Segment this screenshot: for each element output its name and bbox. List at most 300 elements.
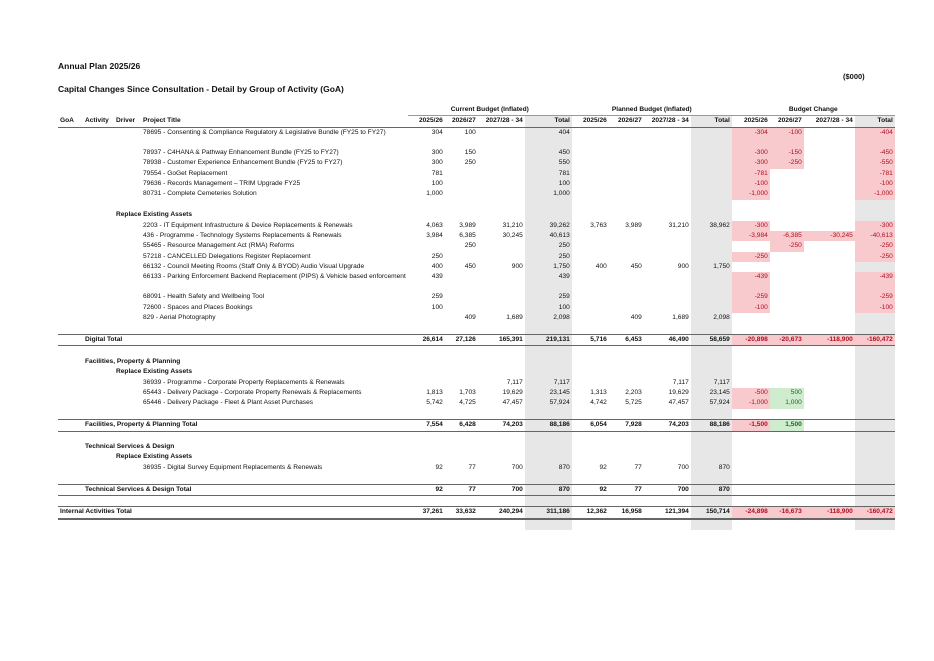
driver-label: Replace Existing Assets	[116, 211, 192, 219]
value-cell: -1,500	[732, 420, 770, 431]
value-cell	[609, 189, 644, 199]
empty-cell	[408, 357, 445, 367]
value-cell	[691, 179, 732, 189]
project-title: 65446 - Delivery Package - Fleet & Plant Asset Purchases	[143, 399, 314, 407]
value-cell: -6,385	[770, 231, 804, 241]
value-cell: 870	[525, 484, 572, 495]
empty-cell	[58, 158, 83, 168]
empty-cell	[445, 473, 478, 484]
column-header: 2026/27	[609, 116, 644, 127]
report-title: Annual Plan 2025/26	[58, 61, 141, 71]
empty-cell	[141, 473, 408, 484]
value-cell: 100	[525, 179, 572, 189]
spacer-row	[58, 473, 895, 484]
project-row	[58, 292, 895, 302]
value-cell: 3,989	[625, 221, 642, 229]
empty-cell	[804, 431, 855, 442]
value-cell	[445, 272, 478, 292]
value-cell	[804, 398, 855, 408]
empty-cell	[114, 200, 141, 210]
value-cell: -550	[855, 158, 895, 168]
empty-cell	[691, 409, 732, 420]
empty-cell	[58, 210, 83, 220]
empty-cell	[525, 473, 572, 484]
empty-cell	[572, 409, 609, 420]
value-cell	[855, 398, 895, 408]
value-cell: 400	[595, 263, 607, 271]
empty-cell	[445, 346, 478, 357]
empty-cell	[58, 388, 83, 398]
spacer-row	[58, 431, 895, 442]
value-cell: 250	[464, 159, 476, 167]
empty-cell	[770, 495, 804, 506]
value-cell: 4,063	[426, 221, 443, 229]
empty-cell	[408, 519, 445, 530]
value-cell	[408, 241, 445, 251]
value-cell: -250	[855, 241, 895, 251]
value-cell	[445, 169, 478, 179]
column-header: Total	[525, 116, 572, 127]
empty-cell	[525, 519, 572, 530]
value-cell	[855, 313, 895, 323]
empty-cell	[525, 431, 572, 442]
value-cell	[804, 272, 855, 292]
empty-cell	[408, 346, 445, 357]
value-cell: -304	[732, 127, 770, 148]
empty-cell	[644, 519, 691, 530]
project-row	[58, 241, 895, 251]
value-cell: 500	[770, 388, 804, 398]
empty-cell	[141, 346, 408, 357]
value-cell: 1,750	[691, 262, 732, 272]
empty-cell	[58, 105, 83, 116]
empty-cell	[445, 409, 478, 420]
total-label: Facilities, Property & Planning Total	[83, 420, 408, 431]
project-title: 2203 - IT Equipment Infrastructure & Device Replacements & Renewals	[143, 221, 353, 229]
empty-cell	[691, 367, 732, 377]
empty-cell	[445, 431, 478, 442]
value-cell	[644, 169, 691, 179]
value-cell: 19,629	[502, 388, 523, 396]
grand-total-row	[58, 507, 895, 519]
project-title: 72600 - Spaces and Places Bookings	[143, 303, 253, 311]
value-cell	[644, 272, 691, 292]
empty-cell	[770, 210, 804, 220]
empty-cell	[408, 495, 445, 506]
column-header: Project Title	[141, 116, 408, 127]
project-title: 78695 - Consenting & Compliance Regulatory & Legislative Bundle (FY25 to FY27)	[143, 128, 386, 136]
column-header: 2027/28 - 34	[478, 116, 525, 127]
empty-cell	[644, 210, 691, 220]
budget-change-group: Budget Change	[732, 105, 895, 116]
column-header: Driver	[114, 116, 141, 127]
empty-cell	[408, 367, 445, 377]
empty-cell	[644, 324, 691, 335]
value-cell: 23,145	[691, 388, 732, 398]
empty-cell	[732, 431, 770, 442]
activity-label: Facilities, Property & Planning	[85, 357, 181, 365]
empty-cell	[114, 473, 141, 484]
value-cell: -439	[732, 272, 770, 292]
value-cell: -250	[855, 252, 895, 262]
empty-cell	[855, 346, 895, 357]
value-cell: 100	[464, 128, 476, 136]
empty-cell	[804, 409, 855, 420]
empty-cell	[732, 519, 770, 530]
empty-cell	[58, 169, 83, 179]
project-row	[58, 189, 895, 199]
value-cell	[691, 272, 732, 292]
value-cell: 77	[445, 484, 478, 495]
value-cell: 259	[525, 292, 572, 302]
spacer-row	[58, 519, 895, 530]
empty-cell	[855, 431, 895, 442]
value-cell: 1,000	[525, 189, 572, 199]
empty-cell	[525, 324, 572, 335]
empty-cell	[58, 442, 83, 452]
value-cell	[732, 378, 770, 388]
empty-cell	[58, 272, 83, 292]
empty-cell	[58, 221, 83, 231]
value-cell: 46,490	[644, 335, 691, 346]
value-cell	[572, 303, 609, 313]
empty-cell	[114, 495, 141, 506]
empty-cell	[691, 324, 732, 335]
value-cell: -118,900	[804, 507, 855, 519]
empty-cell	[58, 313, 83, 323]
value-cell: 88,186	[691, 420, 732, 431]
empty-cell	[83, 262, 114, 272]
value-cell	[644, 303, 691, 313]
value-cell	[770, 252, 804, 262]
driver-heading-row	[58, 452, 895, 462]
value-cell	[770, 221, 804, 231]
value-cell	[445, 189, 478, 199]
empty-cell	[114, 292, 141, 302]
empty-cell	[804, 367, 855, 377]
value-cell: 4,742	[590, 399, 607, 407]
empty-cell	[83, 519, 114, 530]
empty-cell	[478, 367, 525, 377]
empty-cell	[478, 495, 525, 506]
value-cell	[478, 127, 525, 148]
empty-cell	[770, 519, 804, 530]
value-cell	[855, 484, 895, 495]
empty-cell	[478, 346, 525, 357]
project-row	[58, 252, 895, 262]
value-cell	[855, 420, 895, 431]
planned-budget-group: Planned Budget (Inflated)	[572, 105, 732, 116]
value-cell	[445, 378, 478, 388]
value-cell: 700	[677, 463, 689, 471]
value-cell	[770, 378, 804, 388]
value-cell: -16,673	[770, 507, 804, 519]
empty-cell	[83, 148, 114, 158]
value-cell	[644, 292, 691, 302]
value-cell: 450	[630, 263, 642, 271]
value-cell	[572, 231, 609, 241]
empty-cell	[572, 324, 609, 335]
value-cell: -300	[855, 221, 895, 231]
empty-cell	[609, 519, 644, 530]
value-cell	[609, 179, 644, 189]
empty-cell	[141, 105, 408, 116]
total-label: Digital Total	[83, 335, 408, 346]
empty-cell	[83, 241, 114, 251]
empty-cell	[644, 346, 691, 357]
column-header: 2026/27	[770, 116, 804, 127]
empty-cell	[58, 200, 83, 210]
empty-cell	[478, 324, 525, 335]
value-cell: 700	[511, 463, 523, 471]
empty-cell	[114, 262, 141, 272]
spacer-row	[58, 200, 895, 210]
value-cell	[478, 303, 525, 313]
empty-cell	[609, 409, 644, 420]
value-cell: 409	[464, 314, 476, 322]
value-cell	[609, 231, 644, 241]
value-cell: 1,689	[672, 314, 689, 322]
project-title: 68091 - Health Safety and Wellbeing Tool	[143, 293, 265, 301]
empty-cell	[732, 442, 770, 452]
value-cell: -24,898	[732, 507, 770, 519]
empty-cell	[644, 200, 691, 210]
empty-cell	[408, 409, 445, 420]
column-header: 2027/28 - 34	[804, 116, 855, 127]
value-cell: 870	[525, 463, 572, 473]
value-cell: -40,613	[855, 231, 895, 241]
value-cell: -100	[855, 303, 895, 313]
value-cell	[855, 262, 895, 272]
empty-cell	[83, 313, 114, 323]
value-cell	[770, 272, 804, 292]
empty-cell	[732, 473, 770, 484]
empty-cell	[770, 452, 804, 462]
empty-cell	[83, 292, 114, 302]
subtotal-row	[58, 420, 895, 431]
value-cell: 100	[525, 303, 572, 313]
column-header: 2025/26	[732, 116, 770, 127]
value-cell: 1,813	[426, 388, 443, 396]
value-cell	[691, 169, 732, 179]
empty-cell	[445, 452, 478, 462]
value-cell	[691, 252, 732, 262]
empty-cell	[732, 346, 770, 357]
subtotal-row	[58, 335, 895, 346]
value-cell	[691, 148, 732, 158]
value-cell: -300	[732, 148, 770, 158]
value-cell	[644, 252, 691, 262]
empty-cell	[732, 367, 770, 377]
empty-cell	[114, 127, 141, 148]
value-cell	[609, 292, 644, 302]
value-cell: 1,500	[770, 420, 804, 431]
empty-cell	[141, 495, 408, 506]
empty-cell	[855, 495, 895, 506]
value-cell: 3,989	[459, 221, 476, 229]
value-cell: -1,000	[732, 398, 770, 408]
empty-cell	[732, 324, 770, 335]
empty-cell	[141, 200, 408, 210]
project-title: 57218 - CANCELLED Delegations Register Replacement	[143, 252, 311, 260]
value-cell: -1,000	[855, 189, 895, 199]
empty-cell	[691, 452, 732, 462]
value-cell: -250	[770, 241, 804, 251]
project-title: 78938 - Customer Experience Enhancement Bundle (FY25 to FY27)	[143, 159, 343, 167]
project-row	[58, 158, 895, 168]
value-cell	[732, 241, 770, 251]
empty-cell	[445, 200, 478, 210]
empty-cell	[855, 442, 895, 452]
value-cell: 439	[431, 273, 443, 281]
value-cell: 550	[525, 158, 572, 168]
value-cell	[804, 420, 855, 431]
value-cell: 409	[630, 314, 642, 322]
value-cell	[732, 463, 770, 473]
empty-cell	[58, 431, 83, 442]
column-header: Activity	[83, 116, 114, 127]
empty-cell	[525, 442, 572, 452]
empty-cell	[408, 200, 445, 210]
value-cell	[644, 158, 691, 168]
value-cell: -300	[732, 158, 770, 168]
subtotal-row	[58, 484, 895, 495]
value-cell: 74,203	[644, 420, 691, 431]
empty-cell	[114, 431, 141, 442]
value-cell: 1,689	[506, 314, 523, 322]
column-header: Total	[691, 116, 732, 127]
value-cell: 2,203	[625, 388, 642, 396]
value-cell: -781	[732, 169, 770, 179]
value-cell	[445, 252, 478, 262]
value-cell	[478, 189, 525, 199]
value-cell: 7,117	[525, 378, 572, 388]
value-cell	[855, 463, 895, 473]
value-cell: 77	[609, 484, 644, 495]
value-cell	[445, 179, 478, 189]
empty-cell	[732, 210, 770, 220]
value-cell	[804, 303, 855, 313]
value-cell: 1,703	[459, 388, 476, 396]
empty-cell	[141, 324, 408, 335]
value-cell: -250	[732, 252, 770, 262]
value-cell: 7,117	[672, 378, 689, 386]
value-cell: -150	[770, 148, 804, 158]
empty-cell	[855, 473, 895, 484]
empty-cell	[83, 473, 114, 484]
empty-cell	[770, 367, 804, 377]
empty-cell	[83, 105, 114, 116]
empty-cell	[572, 367, 609, 377]
empty-cell	[609, 473, 644, 484]
empty-cell	[408, 473, 445, 484]
driver-heading-row	[58, 210, 895, 220]
value-cell	[804, 127, 855, 148]
empty-cell	[114, 463, 141, 473]
value-cell	[804, 241, 855, 251]
empty-cell	[114, 378, 141, 388]
value-cell: 781	[431, 169, 443, 177]
value-cell	[732, 484, 770, 495]
value-cell	[804, 262, 855, 272]
value-cell	[408, 313, 445, 323]
project-title: 36939 - Programme - Corporate Property Replacements & Renewals	[143, 378, 345, 386]
value-cell	[609, 303, 644, 313]
empty-cell	[855, 357, 895, 367]
empty-cell	[609, 357, 644, 367]
empty-cell	[83, 200, 114, 210]
value-cell: -20,673	[770, 335, 804, 346]
value-cell	[855, 378, 895, 388]
value-cell	[478, 158, 525, 168]
value-cell: 19,629	[668, 388, 689, 396]
empty-cell	[478, 519, 525, 530]
value-cell	[804, 388, 855, 398]
value-cell: -30,245	[804, 231, 855, 241]
value-cell: 2,098	[525, 313, 572, 323]
empty-cell	[58, 252, 83, 262]
empty-cell	[525, 367, 572, 377]
activity-heading-row	[58, 442, 895, 452]
column-header: 2027/28 - 34	[644, 116, 691, 127]
empty-cell	[445, 442, 478, 452]
value-cell	[572, 179, 609, 189]
empty-cell	[478, 200, 525, 210]
value-cell: 16,958	[609, 507, 644, 519]
value-cell	[572, 272, 609, 292]
value-cell	[770, 179, 804, 189]
value-cell: 4,725	[459, 399, 476, 407]
empty-cell	[691, 519, 732, 530]
value-cell	[609, 252, 644, 262]
value-cell: 74,203	[478, 420, 525, 431]
empty-cell	[609, 452, 644, 462]
activity-heading-row	[58, 357, 895, 367]
project-title: 66132 - Council Meeting Rooms (Staff Only & BYOD) Audio Visual Upgrade	[143, 263, 365, 271]
value-cell	[770, 303, 804, 313]
empty-cell	[644, 495, 691, 506]
project-title: 66133 - Parking Enforcement Backend Replacement (PIPS) & Vehicle based enforcement	[143, 273, 406, 281]
column-header-row	[58, 116, 895, 127]
empty-cell	[58, 357, 83, 367]
empty-cell	[83, 378, 114, 388]
value-cell: -404	[855, 127, 895, 148]
project-title: 36935 - Digital Survey Equipment Replacements & Renewals	[143, 463, 323, 471]
value-cell: 38,962	[691, 221, 732, 231]
value-cell: 300	[431, 148, 443, 156]
empty-cell	[732, 452, 770, 462]
driver-heading-row	[58, 367, 895, 377]
total-label: Technical Services & Design Total	[83, 484, 408, 495]
empty-cell	[114, 519, 141, 530]
value-cell: 23,145	[525, 388, 572, 398]
empty-cell	[644, 431, 691, 442]
value-cell: -100	[732, 179, 770, 189]
empty-cell	[83, 231, 114, 241]
empty-cell	[114, 388, 141, 398]
value-cell	[691, 189, 732, 199]
empty-cell	[572, 200, 609, 210]
column-header: Total	[855, 116, 895, 127]
empty-cell	[58, 367, 83, 377]
value-cell	[732, 262, 770, 272]
value-cell: 77	[634, 463, 642, 471]
empty-cell	[525, 452, 572, 462]
value-cell	[572, 148, 609, 158]
value-cell: 700	[644, 484, 691, 495]
value-cell	[804, 484, 855, 495]
empty-cell	[114, 272, 141, 292]
